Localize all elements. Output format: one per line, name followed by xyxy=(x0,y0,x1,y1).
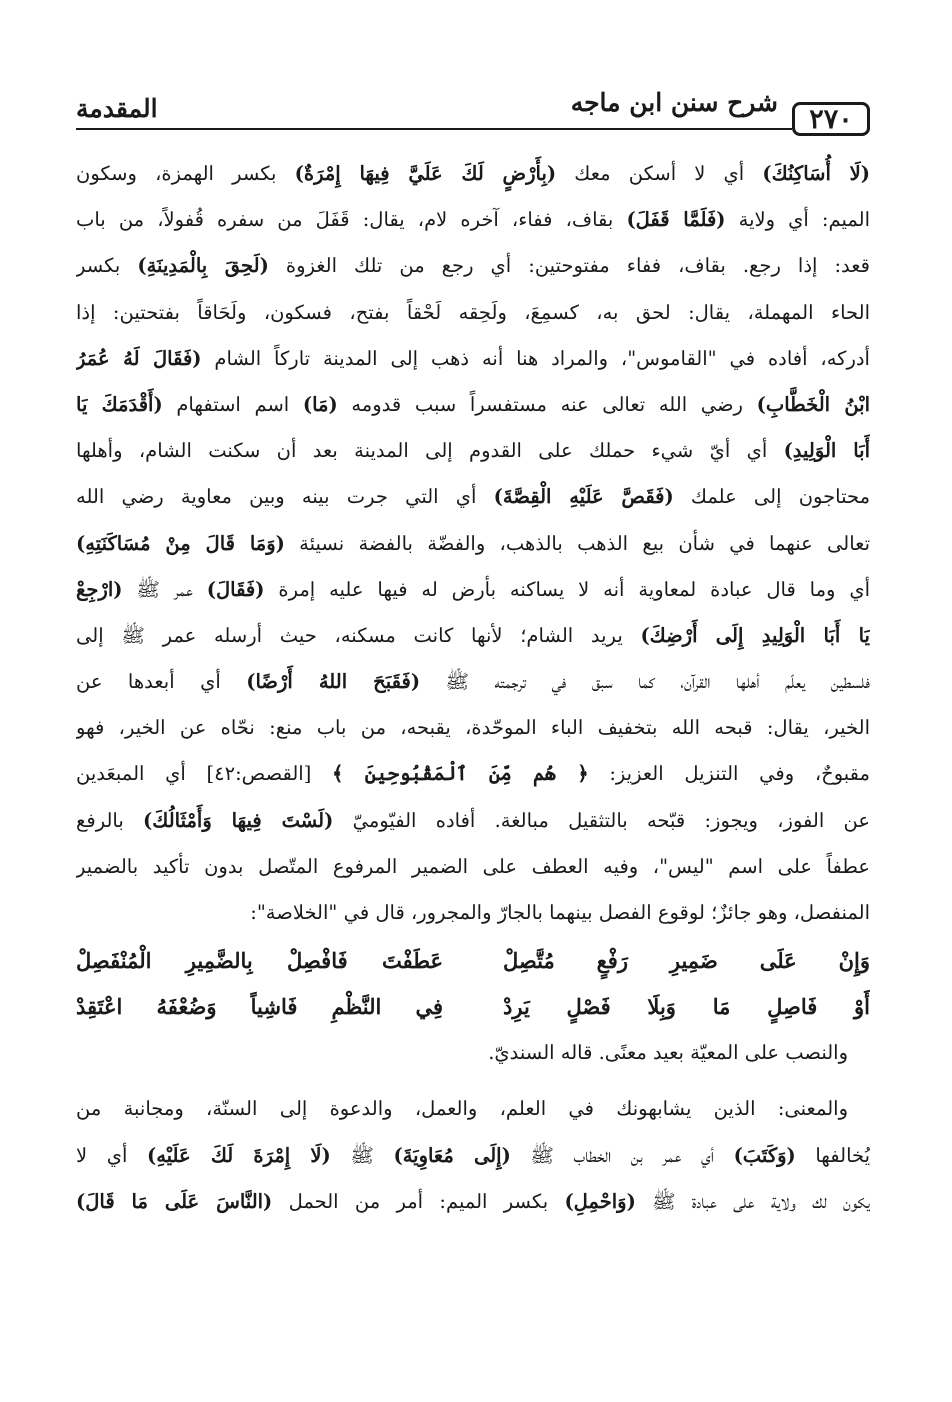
hadith-quote: (فَقَبَحَ اللهُ أَرْضًا) xyxy=(246,670,421,694)
commentary-text: يريد الشام؛ لأنها كانت مسكنه، حيث أرسله عمر ﷺ إلى xyxy=(76,623,641,647)
commentary-text: أي لا أسكن معك xyxy=(556,162,763,185)
page-body xyxy=(76,151,870,1225)
commentary-text: فلسطين يعلّم أهلها القرآن، كما سبق في ترجمته ﷺ xyxy=(420,670,870,694)
verse-comment xyxy=(76,1030,870,1076)
hadith-quote: (لَا إِمْرَةَ لَكَ عَلَيْهِ) xyxy=(146,1143,331,1167)
text-line xyxy=(76,382,870,428)
text-line xyxy=(76,844,870,890)
hemistich-second: فِي النَّظْمِ فَاشِياً وَضُعْفَهُ اعْتَقِدْ xyxy=(76,994,443,1020)
commentary-text: أي التي جرت بينه وبين معاوية رضي الله xyxy=(76,485,494,509)
text-line xyxy=(76,659,870,705)
commentary-text: المنفصل، وهو جائزٌ؛ لوقوع الفصل بينهما بالجارّ والمجرور، قال في "الخلاصة": xyxy=(250,901,870,924)
text-line xyxy=(76,1179,870,1225)
commentary-text: بكسر الميم: أمر من الحمل xyxy=(272,1189,565,1213)
commentary-text: بكسر xyxy=(76,254,138,278)
hadith-quote: (لَا أُسَاكِنُكَ) xyxy=(762,162,870,185)
hemistich-first: وَإِنْ عَلَى ضَمِيرِ رَفْعٍ مُتَّصِلْ xyxy=(503,948,870,974)
text-line xyxy=(76,243,870,289)
text-line xyxy=(76,1086,870,1132)
text-line xyxy=(76,197,870,243)
text-line xyxy=(76,1030,870,1076)
commentary-text: عطفاً على اسم "ليس"، وفيه العطف على الضمير المرفوع المتّصل بدون تأكيد بالضمير xyxy=(76,854,870,878)
text-line xyxy=(76,336,870,382)
hadith-quote: (إِلَى مُعَاوِيَةَ) xyxy=(393,1143,511,1167)
hadith-quote: (فَقَالَ) xyxy=(206,577,265,601)
commentary-text: مقبوحٌ، وفي التنزيل العزيز: xyxy=(588,762,870,786)
commentary-text: تعالى عنهما في شأن بيع الذهب بالذهب، والفضّة بالفضة نسيئة xyxy=(284,531,870,555)
commentary-text: أي أيّ شيء حملك على القدوم إلى المدينة بعد أن سكنت الشام، وأهلها xyxy=(76,439,784,463)
text-line xyxy=(76,798,870,844)
commentary-text: عن الفوز، ويجوز: قبّحه بالتثقيل مبالغة. أفاده الفيّوميّ xyxy=(333,808,870,832)
header-rule xyxy=(76,128,792,130)
verse-line xyxy=(76,984,870,1030)
hadith-quote: (لَحِقَ بِالْمَدِينَةِ) xyxy=(137,254,269,278)
hadith-quote: (وَمَا قَالَ مِنْ مُسَاكَنَتِهِ) xyxy=(76,531,285,555)
commentary-text: والنصب على المعيّة بعيد معنًى. قاله السنديّ. xyxy=(488,1041,848,1065)
text-line xyxy=(76,751,870,797)
commentary-text: الخير، يقال: قبحه الله بتخفيف الباء الموحّدة، يقبحه، من باب منع: نحّاه عن الخير، فهو xyxy=(76,716,870,740)
commentary-text: [القصص:٤٢] أي المبعَدين xyxy=(76,762,333,786)
commentary-text: يُخالفها xyxy=(795,1143,870,1167)
page-number: ٢٧٠ xyxy=(792,102,870,136)
hadith-quote: (لَسْتَ فِيهَا وَأَمْثَالُكَ) xyxy=(143,808,334,832)
text-line xyxy=(76,567,870,613)
commentary-text: الحاء المهملة، يقال: لحق به، كسمِعَ، ولَحِقه لَحْقاً بفتح، فسكون، ولَحَاقاً بفتحتين: إذا xyxy=(76,300,870,324)
verse-line xyxy=(76,938,870,984)
text-line xyxy=(76,290,870,336)
commentary-text: الميم: أي ولاية xyxy=(725,208,870,232)
commentary-block xyxy=(76,151,870,936)
text-line xyxy=(76,1133,870,1179)
text-line xyxy=(76,613,870,659)
chapter-title: المقدمة xyxy=(76,94,158,123)
hadith-quote: أَبَا الْوَلِيدِ) xyxy=(783,439,870,463)
hadith-quote: (بِأَرْضٍ لَكَ عَلَيَّ فِيهَا إِمْرَةٌ) xyxy=(294,162,557,185)
hadith-quote: (فَقَالَ لَهُ عُمَرُ xyxy=(76,346,202,370)
commentary-text: أي وما قال عبادة لمعاوية أنه لا يساكنه بأرض له فيها عليه إمرة xyxy=(264,577,870,601)
hemistich-first: أَوْ فَاصِلٍ مَا وَبِلَا فَصْلٍ يَرِدْ xyxy=(503,994,870,1020)
text-line xyxy=(76,151,870,197)
hadith-quote: (وَكَتَبَ) xyxy=(733,1143,796,1167)
hadith-quote: (وَاحْمِلِ) xyxy=(564,1189,636,1213)
hadith-quote: يَا أَبَا الْوَلِيدِ إِلَى أَرْضِكَ) xyxy=(640,623,870,647)
commentary-text: اسم استفهام xyxy=(162,392,303,416)
commentary-text: عمر ﷺ xyxy=(122,577,207,601)
commentary-text: أدركه، أفاده في "القاموس"، والمراد هنا أنه ذهب إلى المدينة تاركاً الشام xyxy=(201,346,870,370)
text-line xyxy=(76,474,870,520)
hadith-quote: ﴿ هُم مِّنَ ٱلْمَقْبُوحِينَ ﴾ xyxy=(332,762,589,786)
commentary-text: والمعنى: الذين يشابهونك في العلم، والعمل، والدعوة إلى السنّة، ومجانبة من xyxy=(76,1097,848,1121)
commentary-text: أي أبعدها عن xyxy=(76,670,247,694)
hemistich-second: عَطَفْتَ فَافْصِلْ بِالضَّمِيرِ الْمُنْفَصِلْ xyxy=(76,948,443,974)
commentary-text: يكون لك ولاية على عبادة ﷺ xyxy=(635,1189,870,1213)
hadith-quote: (فَقَصَّ عَلَيْهِ الْقِصَّةَ) xyxy=(493,485,674,509)
hadith-quote: (النَّاسَ عَلَى مَا قَالَ) xyxy=(76,1189,273,1213)
hadith-quote: (فَلَمَّا قَفَلَ) xyxy=(626,208,726,232)
hadith-quote: (مَا) xyxy=(302,392,338,416)
commentary-text: ﷺ xyxy=(330,1143,394,1167)
commentary-text: محتاجون إلى علمك xyxy=(673,485,870,509)
book-title: شرح سنن ابن ماجه xyxy=(570,88,778,117)
hadith-quote: (أَقْدَمَكَ يَا xyxy=(76,392,163,416)
commentary-text: قعد: إذا رجع. بقاف، ففاء مفتوحتين: أي رجع من تلك الغزوة xyxy=(268,254,870,278)
commentary-text: بالرفع xyxy=(76,808,144,832)
commentary-text: أي عمر بن الخطاب ﷺ xyxy=(510,1143,734,1167)
text-line xyxy=(76,890,870,936)
commentary-text: بقاف، ففاء، آخره لام، يقال: قَفَلَ من سفره قُفولاً، من باب xyxy=(76,208,627,232)
verse-block xyxy=(76,938,870,1030)
hadith-quote: ابْنُ الْخَطَّابِ) xyxy=(756,392,870,416)
commentary-text: أي لا xyxy=(76,1143,147,1167)
commentary-text: بكسر الهمزة، وسكون xyxy=(76,162,295,185)
hadith-quote: (ارْجِعْ xyxy=(76,577,123,601)
text-line xyxy=(76,428,870,474)
text-line xyxy=(76,521,870,567)
page-header xyxy=(76,88,870,136)
text-line xyxy=(76,705,870,751)
commentary-text: رضي الله تعالى عنه مستفسراً سبب قدومه xyxy=(337,392,757,416)
final-paragraph xyxy=(76,1086,870,1225)
